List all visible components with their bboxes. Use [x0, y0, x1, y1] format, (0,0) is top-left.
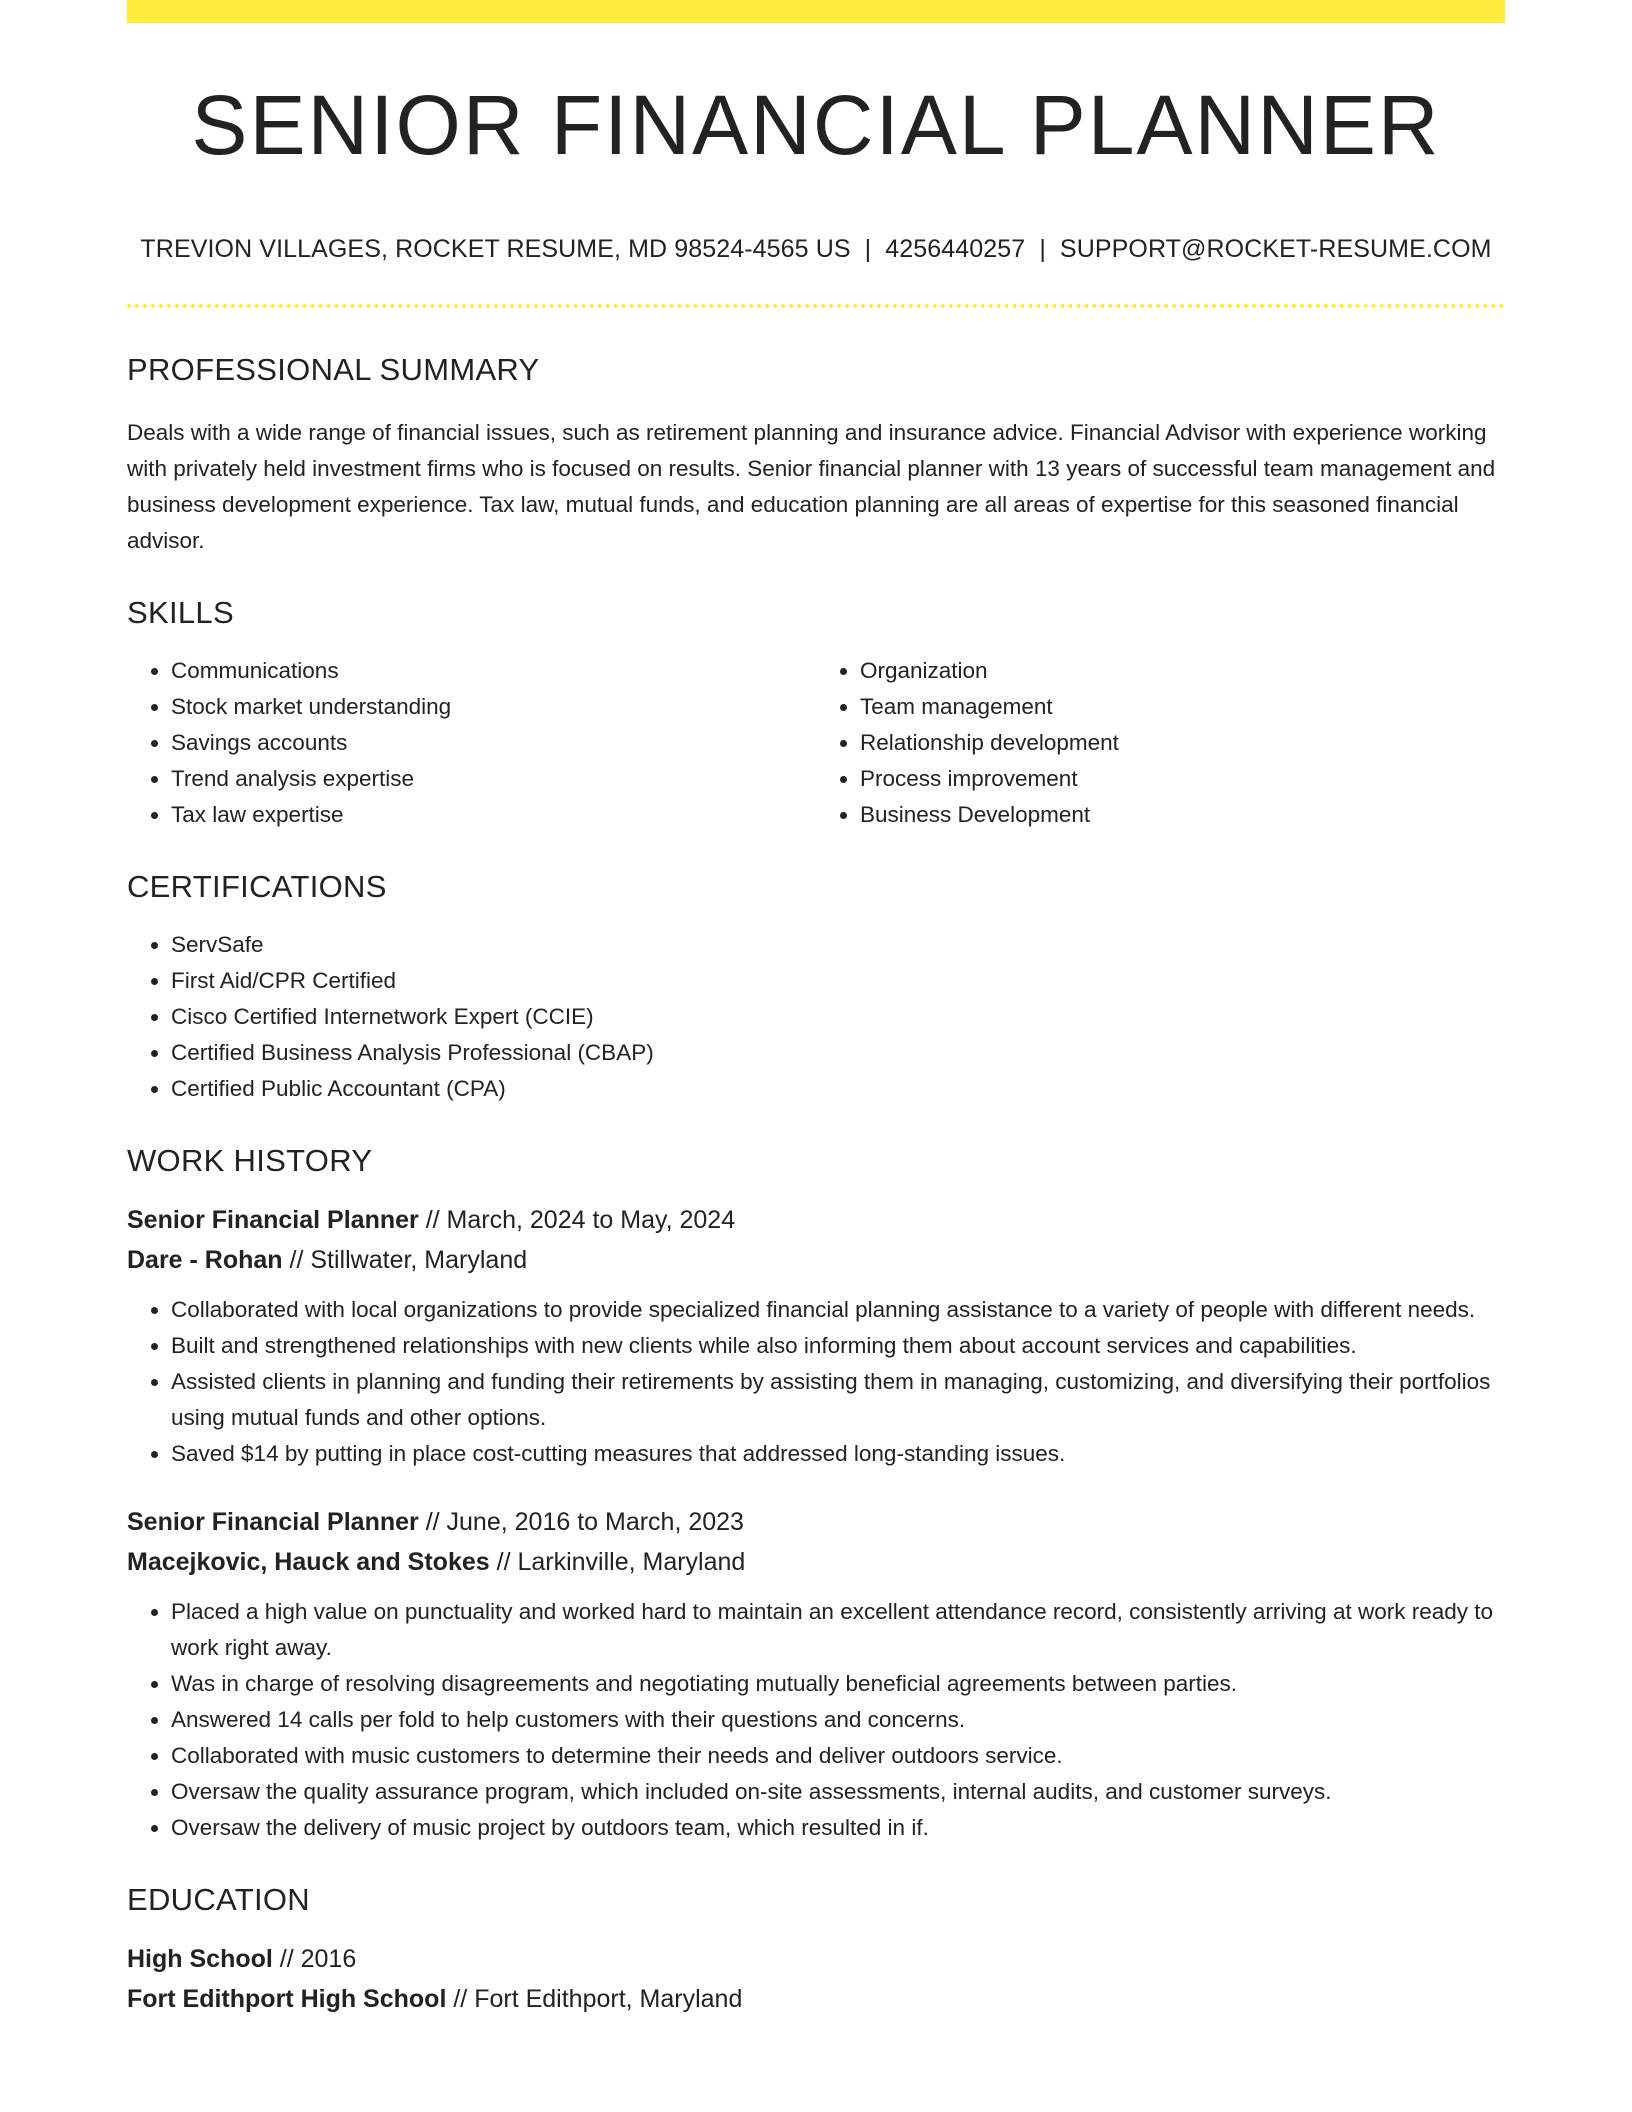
resume-page	[127, 0, 1505, 2019]
job-location: // Stillwater, Maryland	[282, 1246, 528, 1274]
resume-name: SENIOR FINANCIAL PLANNER	[191, 78, 1441, 172]
job-bullet: • Oversaw the quality assurance program, which included on-site assessments, internal audits, and customer surveys.	[171, 1774, 1505, 1810]
job-role-line	[127, 1200, 1505, 1240]
job-role-line	[127, 1502, 1505, 1542]
skill-item: • Process improvement	[860, 761, 1505, 797]
certification-item: • Certified Business Analysis Professional (CBAP)	[171, 1035, 1505, 1071]
education-school-line	[127, 1979, 1505, 2019]
separator: |	[1039, 235, 1046, 263]
job-bullet: • Collaborated with music customers to determine their needs and deliver outdoors service.	[171, 1738, 1505, 1774]
skill-item: • Tax law expertise	[171, 797, 816, 833]
contact-line	[127, 235, 1505, 264]
skill-item: • Relationship development	[860, 725, 1505, 761]
certification-item: • Certified Public Accountant (CPA)	[171, 1071, 1505, 1107]
skill-item: • Business Development	[860, 797, 1505, 833]
skill-item: • Savings accounts	[171, 725, 816, 761]
job-company: Dare - Rohan	[127, 1246, 283, 1274]
certification-item: • ServSafe	[171, 927, 1505, 963]
section-title-skills: SKILLS	[127, 595, 234, 630]
skill-item: • Team management	[860, 689, 1505, 725]
section-title-summary: PROFESSIONAL SUMMARY	[127, 352, 540, 387]
education-degree-line	[127, 1939, 1505, 1979]
skill-item: • Communications	[171, 653, 816, 689]
certifications-list	[127, 927, 1505, 1107]
job-bullet: • Built and strengthened relationships with new clients while also informing them about account services and capabilities.	[171, 1328, 1505, 1364]
job-company: Macejkovic, Hauck and Stokes	[127, 1548, 490, 1576]
email: SUPPORT@ROCKET-RESUME.COM	[1059, 235, 1492, 263]
job-company-line	[127, 1240, 1505, 1280]
summary-text: Deals with a wide range of financial issues, such as retirement planning and insurance advice. Financial Advisor with experience working with privately held investment firms who is focused on results. Senior financial planner with 13 years of successful team management and business development experience. Tax law, mutual funds, and education planning are all areas of expertise for this seasoned financial advisor.	[127, 420, 1496, 553]
education-degree: High School	[127, 1945, 273, 1973]
skill-item: • Organization	[860, 653, 1505, 689]
job-role: Senior Financial Planner	[127, 1508, 419, 1536]
education-location: // Fort Edithport, Maryland	[446, 1985, 743, 2013]
job-bullets	[127, 1594, 1505, 1846]
phone: 4256440257	[885, 235, 1026, 263]
job-bullet: • Answered 14 calls per fold to help customers with their questions and concerns.	[171, 1702, 1505, 1738]
job-location: // Larkinville, Maryland	[489, 1548, 746, 1576]
job-entry	[127, 1502, 1505, 1846]
education-school: Fort Edithport High School	[127, 1985, 447, 2013]
job-dates: // June, 2016 to March, 2023	[418, 1508, 744, 1536]
section-title-education: EDUCATION	[127, 1882, 310, 1917]
education-entry	[127, 1939, 1505, 2019]
section-title-certifications: CERTIFICATIONS	[127, 869, 387, 904]
skill-item: • Trend analysis expertise	[171, 761, 816, 797]
separator: |	[864, 235, 872, 263]
dotted-divider	[127, 304, 1505, 308]
job-bullet: • Placed a high value on punctuality and worked hard to maintain an excellent attendance record, consistently arriving at work ready to work right away.	[171, 1594, 1505, 1666]
job-dates: // March, 2024 to May, 2024	[418, 1206, 736, 1234]
skill-item: • Stock market understanding	[171, 689, 816, 725]
job-bullets	[127, 1292, 1505, 1472]
job-bullet: • Was in charge of resolving disagreements and negotiating mutually beneficial agreements between parties.	[171, 1666, 1505, 1702]
job-company-line	[127, 1542, 1505, 1582]
skills-columns	[127, 653, 1505, 833]
certification-item: • First Aid/CPR Certified	[171, 963, 1505, 999]
job-bullet: • Assisted clients in planning and funding their retirements by assisting them in managing, customizing, and diversifying their portfolios using mutual funds and other options.	[171, 1364, 1505, 1436]
job-entry	[127, 1200, 1505, 1472]
job-role: Senior Financial Planner	[127, 1206, 419, 1234]
skills-list-left	[127, 653, 816, 833]
job-bullet: • Collaborated with local organizations to provide specialized financial planning assistance to a variety of people with different needs.	[171, 1292, 1505, 1328]
section-title-work-history: WORK HISTORY	[127, 1143, 373, 1178]
job-bullet: • Saved $14 by putting in place cost-cutting measures that addressed long-standing issues.	[171, 1436, 1505, 1472]
job-bullet: • Oversaw the delivery of music project by outdoors team, which resulted in if.	[171, 1810, 1505, 1846]
certification-item: • Cisco Certified Internetwork Expert (CCIE)	[171, 999, 1505, 1035]
address: TREVION VILLAGES, ROCKET RESUME, MD 98524-4565 US	[140, 235, 851, 263]
top-accent-bar	[127, 0, 1505, 23]
skills-list-right	[816, 653, 1505, 833]
education-year: // 2016	[272, 1945, 357, 1973]
